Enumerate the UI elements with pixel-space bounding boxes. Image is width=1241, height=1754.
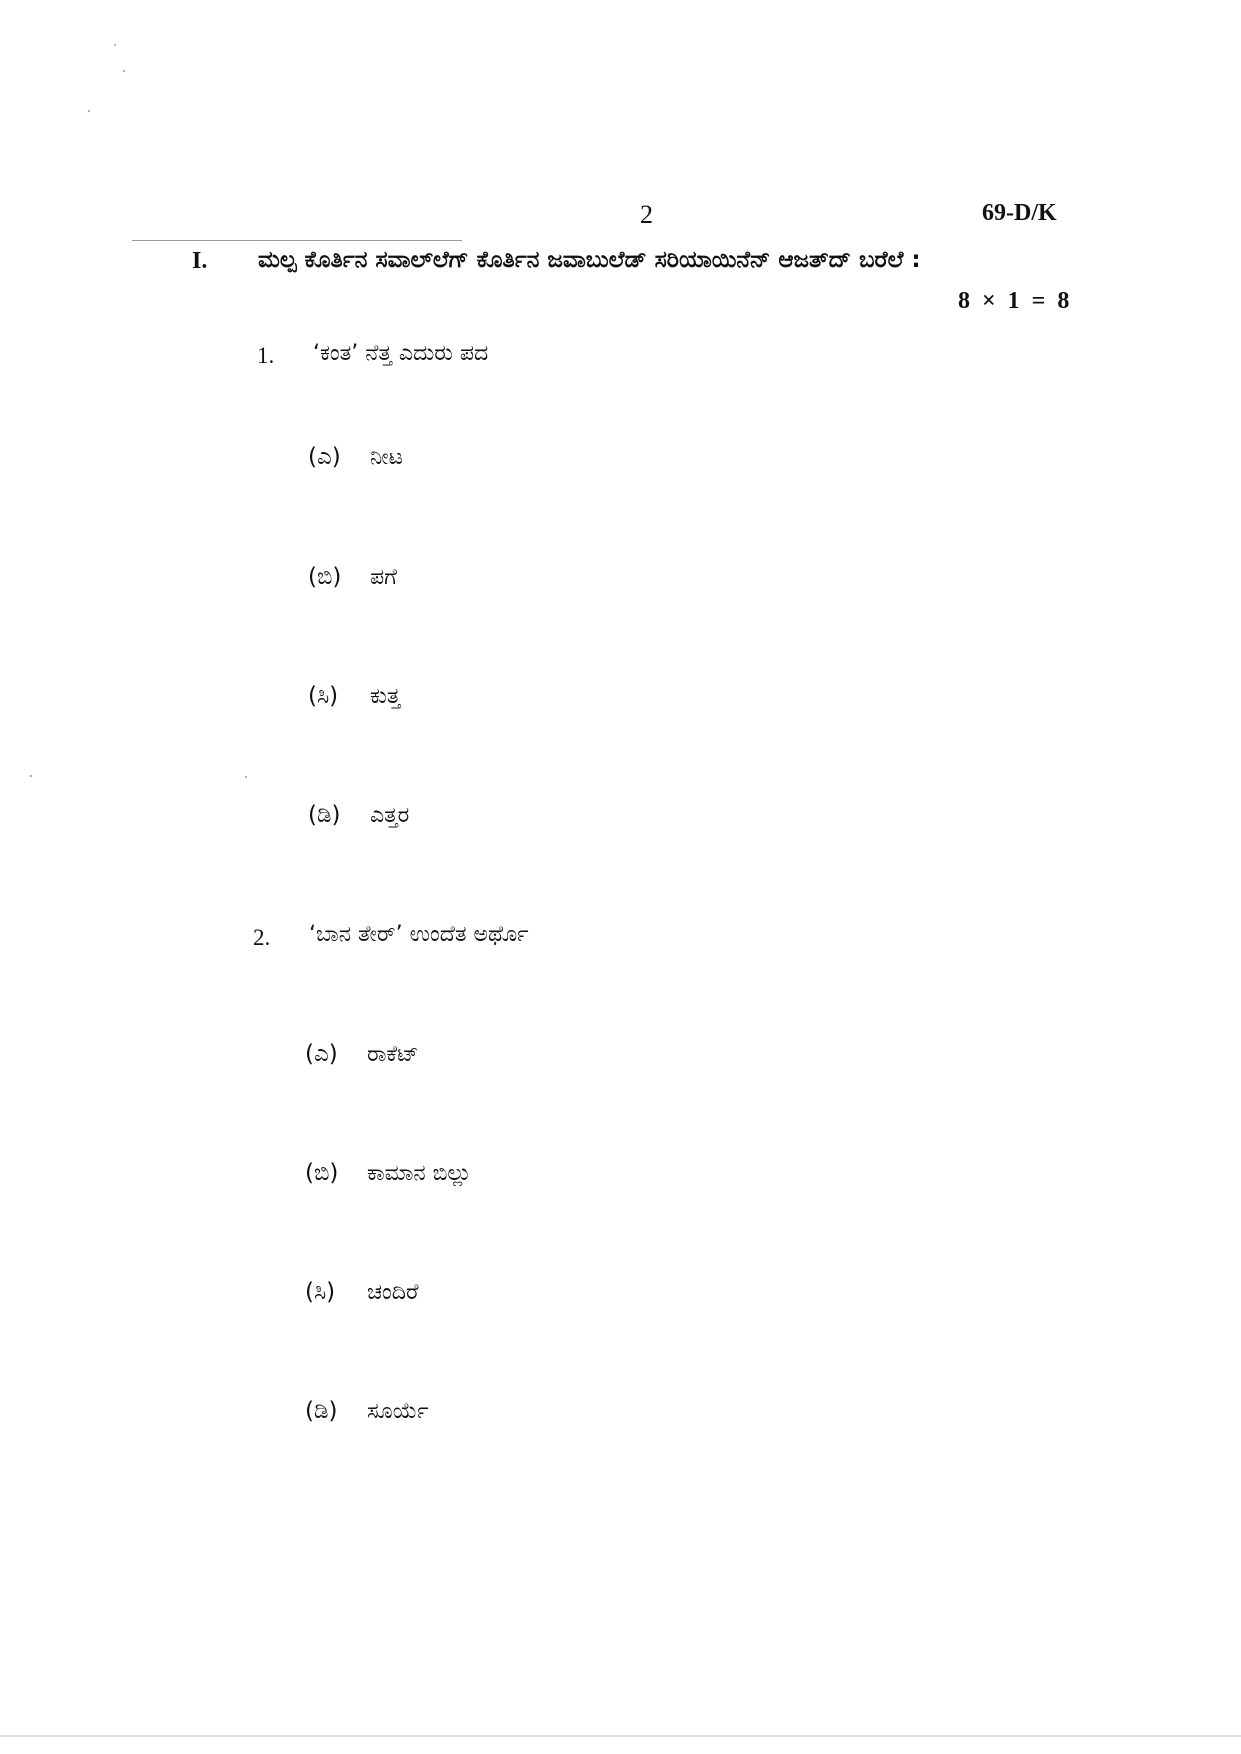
question-1-text: ‘ಕಂತ’ ನೆತ್ತ ಎದುರು ಪದ [313, 341, 489, 366]
option-label: (ಸಿ) [308, 683, 339, 709]
option-text: ಚಂದಿರೆ [367, 1279, 419, 1305]
question-2-number: 2. [253, 925, 271, 950]
scan-speck [123, 70, 125, 72]
question-1-option-d [308, 802, 409, 828]
option-label: (ಬಿ) [305, 1160, 339, 1186]
question-2-text: ‘ಬಾನ ತೇರ್’ ಉಂದೆತ ಅರ್ಥೊ [309, 922, 529, 947]
option-label: (ಎ) [305, 1041, 338, 1067]
option-text: ಎತ್ತರ [370, 802, 410, 828]
question-2-option-d [305, 1398, 429, 1424]
question-2-option-a [305, 1041, 419, 1067]
section-marks: 8 × 1 = 8 [958, 288, 1073, 314]
question-1-option-a [308, 444, 403, 470]
scan-speck [88, 110, 90, 112]
option-label: (ಸಿ) [305, 1279, 336, 1305]
scan-speck [245, 776, 247, 778]
section-numeral: I. [192, 248, 208, 274]
question-2-option-b [305, 1160, 471, 1186]
option-label: (ಡಿ) [305, 1398, 338, 1424]
footer-rule [0, 1735, 1241, 1737]
option-label: (ಬಿ) [308, 564, 342, 590]
page-number: 2 [640, 200, 653, 229]
option-label: (ಡಿ) [308, 802, 341, 828]
paper-code: 69-D/K [982, 200, 1057, 226]
option-text: ಕಾಮಾನ ಬಿಲ್ಲು [367, 1160, 472, 1186]
question-1-number: 1. [257, 343, 275, 368]
option-text: ಪಗೆ [370, 564, 397, 590]
question-2-option-c [305, 1279, 419, 1305]
option-label: (ಎ) [308, 444, 341, 470]
option-text: ಕುತ್ತ [370, 683, 401, 709]
question-1-option-b [308, 564, 397, 590]
header-rule [132, 240, 462, 241]
option-text: ಸೂರ್ಯೆ [367, 1398, 429, 1424]
scan-speck [114, 44, 116, 46]
section-instruction: ಮಲ್ಪ ಕೊರ್ತಿನ ಸವಾಲ್‌ಲೆಗ್ ಕೊರ್ತಿನ ಜವಾಬುಲೆಡ್ ಸರಿಯಾಯಿನೆನ್ ಆಜತ್‌ದ್ ಬರೆಲೆ : [258, 247, 921, 273]
option-text: ನೀಟ [370, 444, 403, 470]
question-1-option-c [308, 683, 400, 709]
scan-speck [30, 775, 32, 777]
option-text: ರಾಕೆಟ್ [367, 1041, 419, 1067]
